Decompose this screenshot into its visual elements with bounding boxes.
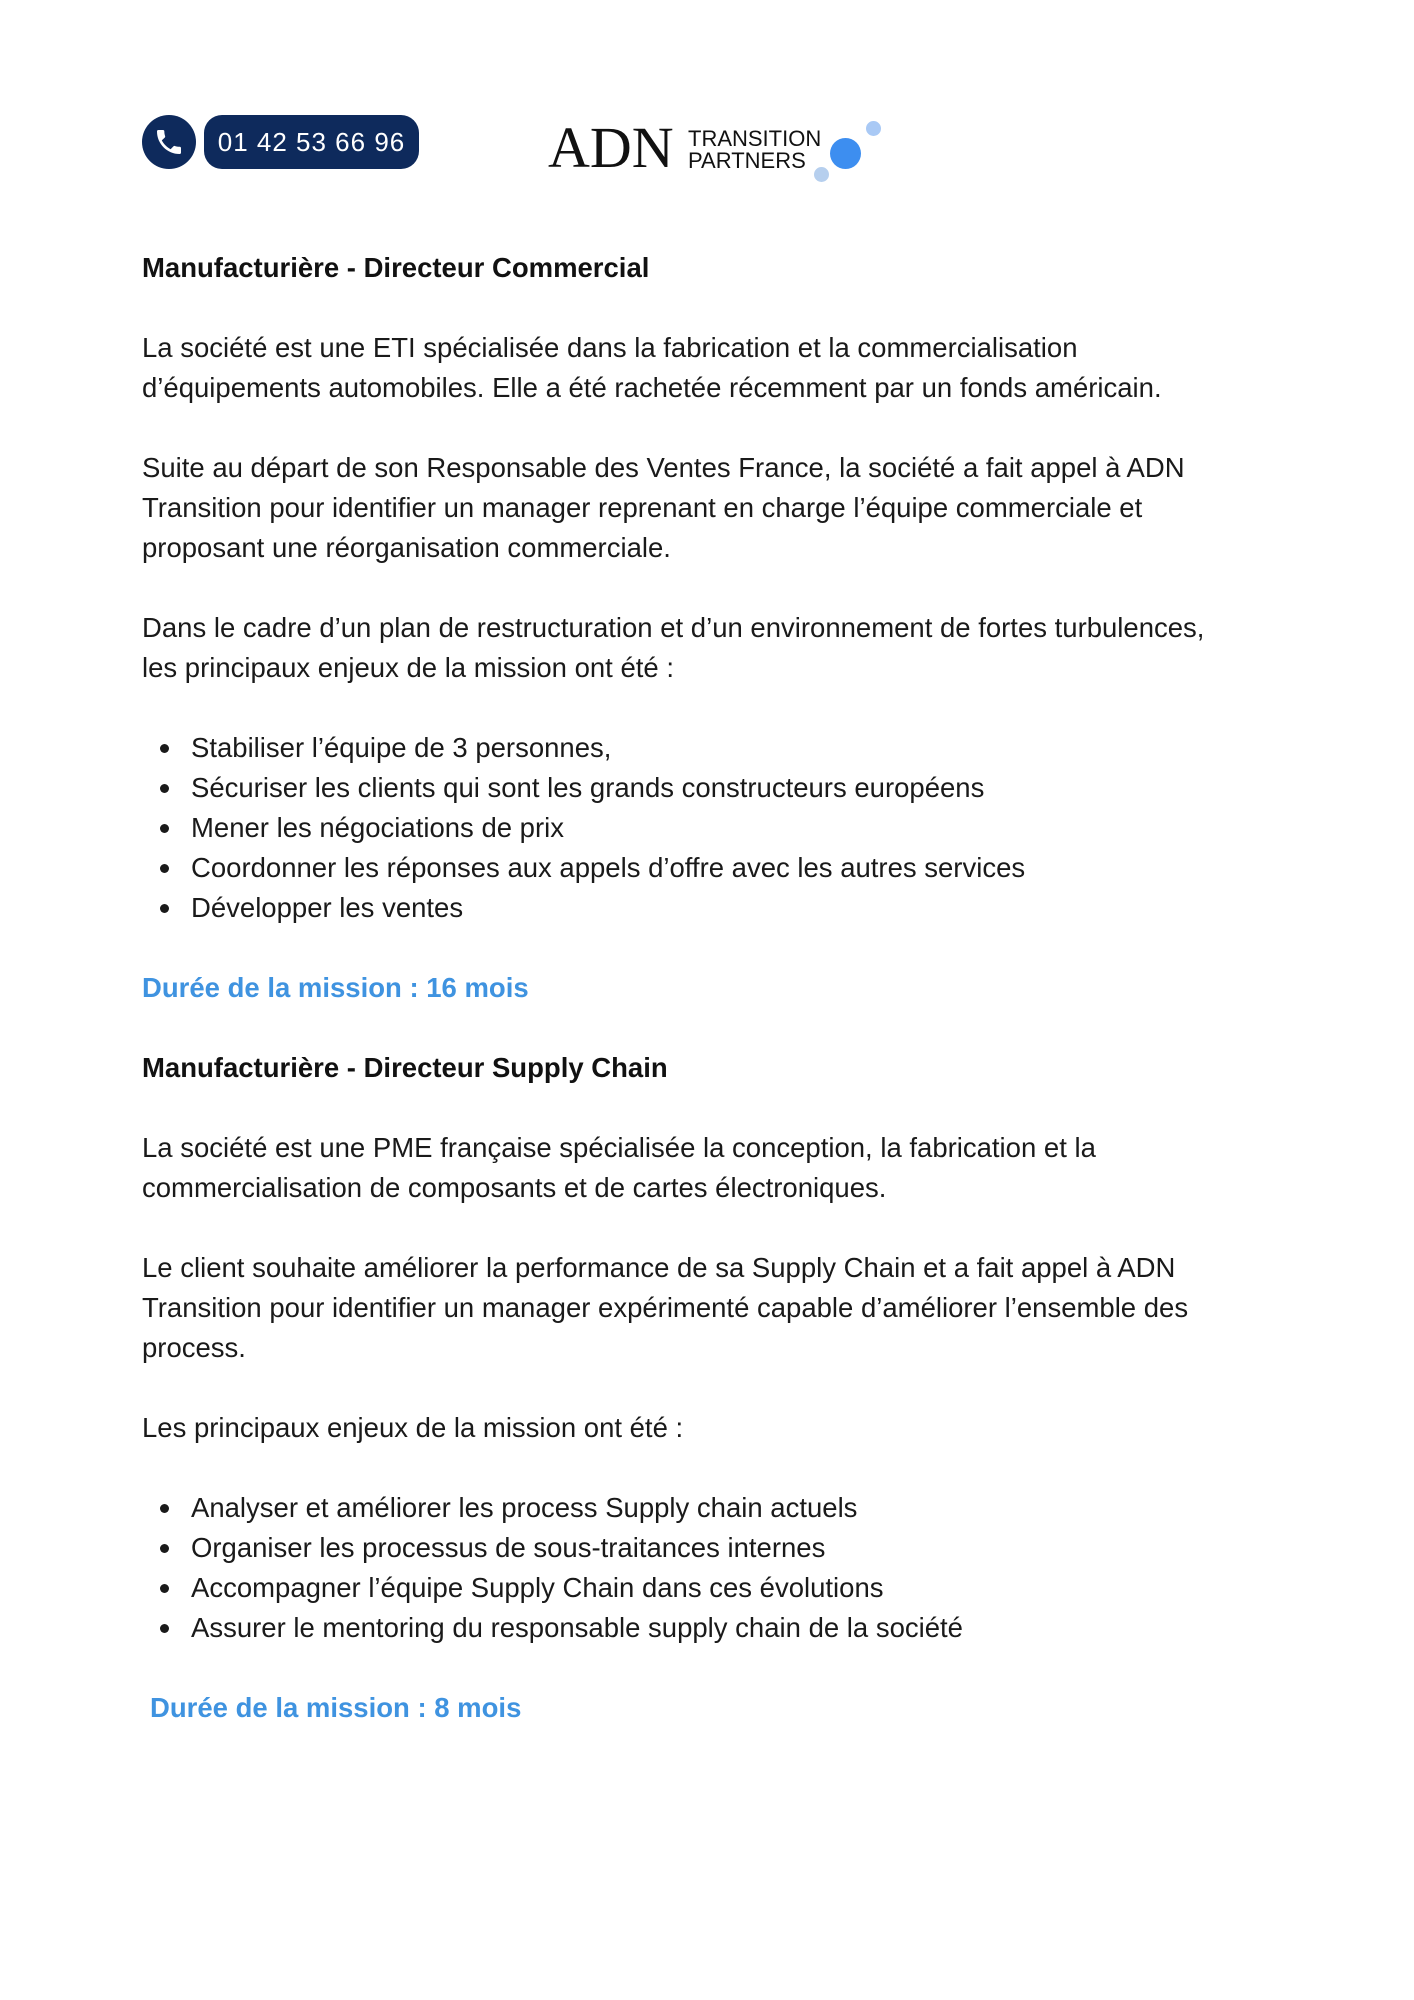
text-line: process. — [142, 1332, 246, 1363]
text-line: Transition pour identifier un manager expérimenté capable d’améliorer l’ensemble des — [142, 1292, 1189, 1323]
company-logo — [548, 115, 888, 190]
text-line: La société est une ETI spécialisée dans la fabrication et la commercialisation — [142, 332, 1078, 363]
phone-number-button[interactable]: 01 42 53 66 96 — [204, 115, 419, 169]
phone-icon[interactable] — [142, 115, 196, 169]
phone-icon-glyph — [153, 126, 185, 158]
text-line: les principaux enjeux de la mission ont été : — [142, 652, 674, 683]
list-item: Développer les ventes — [191, 888, 1282, 928]
mission-section — [142, 248, 1282, 1008]
mission-duration: Durée de la mission : 16 mois — [142, 972, 529, 1003]
text-line: d’équipements automobiles. Elle a été rachetée récemment par un fonds américain. — [142, 372, 1162, 403]
document-body — [142, 248, 1282, 1728]
list-item: Sécuriser les clients qui sont les grands constructeurs européens — [191, 768, 1282, 808]
mission-duration: Durée de la mission : 8 mois — [150, 1692, 522, 1723]
logo-dot-small-top — [866, 121, 881, 136]
logo-dot-small-bottom — [814, 167, 829, 182]
list-item: Stabiliser l’équipe de 3 personnes, — [191, 728, 1282, 768]
mission-stakes-intro — [142, 1408, 1282, 1448]
mission-section — [142, 1048, 1282, 1728]
text-line: Les principaux enjeux de la mission ont été : — [142, 1412, 684, 1443]
text-line: proposant une réorganisation commerciale. — [142, 532, 671, 563]
page-header — [0, 0, 1414, 200]
text-line: Suite au départ de son Responsable des Ventes France, la société a fait appel à ADN — [142, 452, 1185, 483]
list-item: Mener les négociations de prix — [191, 808, 1282, 848]
list-item: Assurer le mentoring du responsable supply chain de la société — [191, 1608, 1282, 1648]
mission-description — [142, 328, 1282, 408]
text-line: Le client souhaite améliorer la performance de sa Supply Chain et a fait appel à ADN — [142, 1252, 1176, 1283]
text-line: Dans le cadre d’un plan de restructuration et d’un environnement de fortes turbulences, — [142, 612, 1205, 643]
list-item: Organiser les processus de sous-traitances internes — [191, 1528, 1282, 1568]
mission-context — [142, 448, 1282, 568]
mission-description — [142, 1128, 1282, 1208]
mission-title: Manufacturière - Directeur Supply Chain — [142, 1052, 668, 1083]
logo-transition-text: TRANSITION — [688, 126, 822, 151]
text-line: Transition pour identifier un manager reprenant en charge l’équipe commerciale et — [142, 492, 1143, 523]
mission-stakes-list — [142, 728, 1282, 928]
logo-dot-large — [830, 138, 861, 169]
mission-title: Manufacturière - Directeur Commercial — [142, 252, 650, 283]
list-item: Coordonner les réponses aux appels d’offre avec les autres services — [191, 848, 1282, 888]
text-line: commercialisation de composants et de cartes électroniques. — [142, 1172, 887, 1203]
mission-stakes-list — [142, 1488, 1282, 1648]
list-item: Analyser et améliorer les process Supply chain actuels — [191, 1488, 1282, 1528]
mission-stakes-intro — [142, 608, 1282, 688]
logo-adn-text: ADN — [548, 115, 674, 180]
text-line: La société est une PME française spécialisée la conception, la fabrication et la — [142, 1132, 1096, 1163]
mission-context — [142, 1248, 1282, 1368]
logo-partners-text: PARTNERS — [688, 148, 806, 173]
list-item: Accompagner l’équipe Supply Chain dans ces évolutions — [191, 1568, 1282, 1608]
